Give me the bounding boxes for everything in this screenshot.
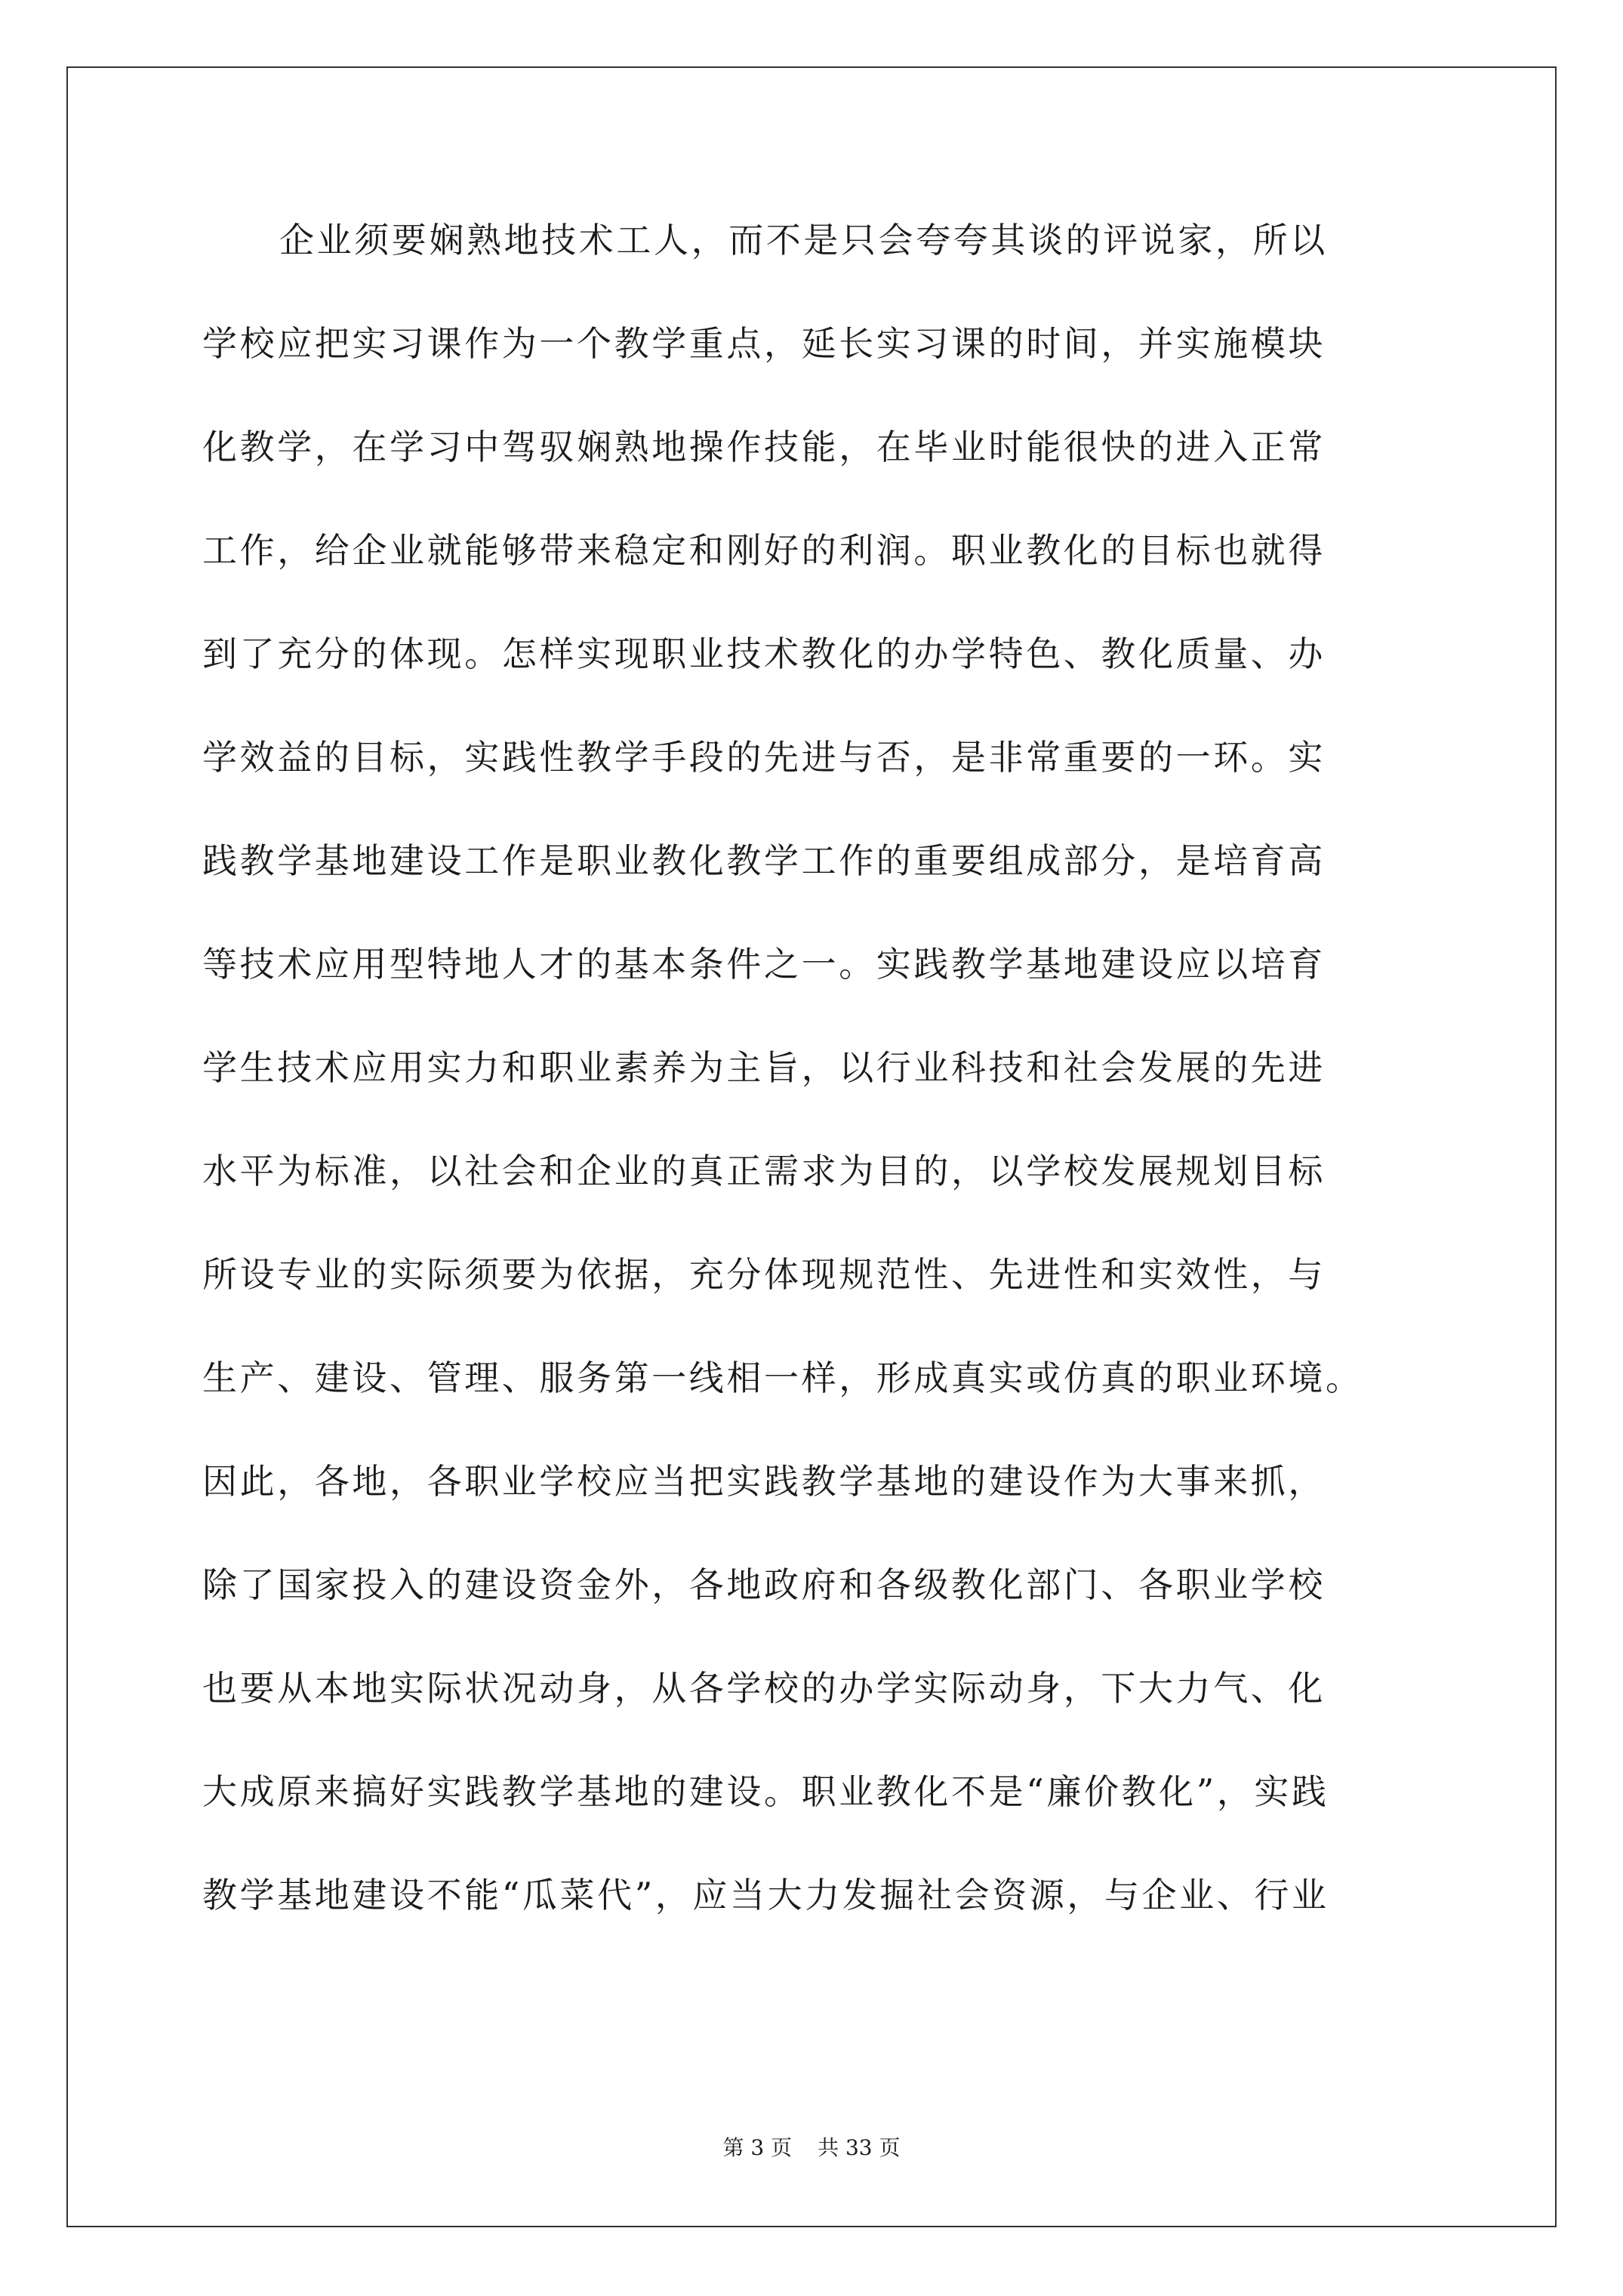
text-line: 学效益的目标，实践性教学手段的先进与否，是非常重要的一环。实 (202, 737, 1326, 778)
text-line: 因此，各地，各职业学校应当把实践教学基地的建设作为大事来抓， (202, 1461, 1326, 1502)
text-line: 也要从本地实际状况动身，从各学校的办学实际动身，下大力气、化 (202, 1668, 1326, 1709)
text-line: 学生技术应用实力和职业素养为主旨，以行业科技和社会发展的先进 (202, 1047, 1326, 1088)
page-footer (0, 2135, 1623, 2161)
text-line: 水平为标准，以社会和企业的真正需求为目的，以学校发展规划目标 (202, 1151, 1326, 1191)
page-total: 共 33 页 (818, 2135, 901, 2160)
text-line: 大成原来搞好实践教学基地的建设。职业教化不是“廉价教化”，实践 (202, 1771, 1329, 1812)
text-line: 到了充分的体现。怎样实现职业技术教化的办学特色、教化质量、办 (202, 633, 1326, 674)
text-line: 学校应把实习课作为一个教学重点，延长实习课的时间，并实施模块 (202, 323, 1326, 364)
text-line: 除了国家投入的建设资金外，各地政府和各级教化部门、各职业学校 (202, 1564, 1326, 1605)
text-line: 工作，给企业就能够带来稳定和刚好的利润。职业教化的目标也就得 (202, 530, 1326, 571)
text-line: 践教学基地建设工作是职业教化教学工作的重要组成部分，是培育高 (202, 840, 1326, 881)
text-line: 教学基地建设不能“瓜菜代”，应当大力发掘社会资源，与企业、行业 (202, 1875, 1329, 1915)
text-line: 生产、建设、管理、服务第一线相一样，形成真实或仿真的职业环境。 (202, 1358, 1363, 1398)
text-line: 企业须要娴熟地技术工人，而不是只会夸夸其谈的评说家，所以 (279, 220, 1328, 260)
text-line: 等技术应用型特地人才的基本条件之一。实践教学基地建设应以培育 (202, 944, 1326, 985)
page-number: 第 3 页 (722, 2135, 793, 2160)
text-line: 化教学，在学习中驾驭娴熟地操作技能，在毕业时能很快的进入正常 (202, 427, 1326, 467)
text-line: 所设专业的实际须要为依据，充分体现规范性、先进性和实效性，与 (202, 1254, 1326, 1295)
document-body (202, 219, 1425, 1977)
